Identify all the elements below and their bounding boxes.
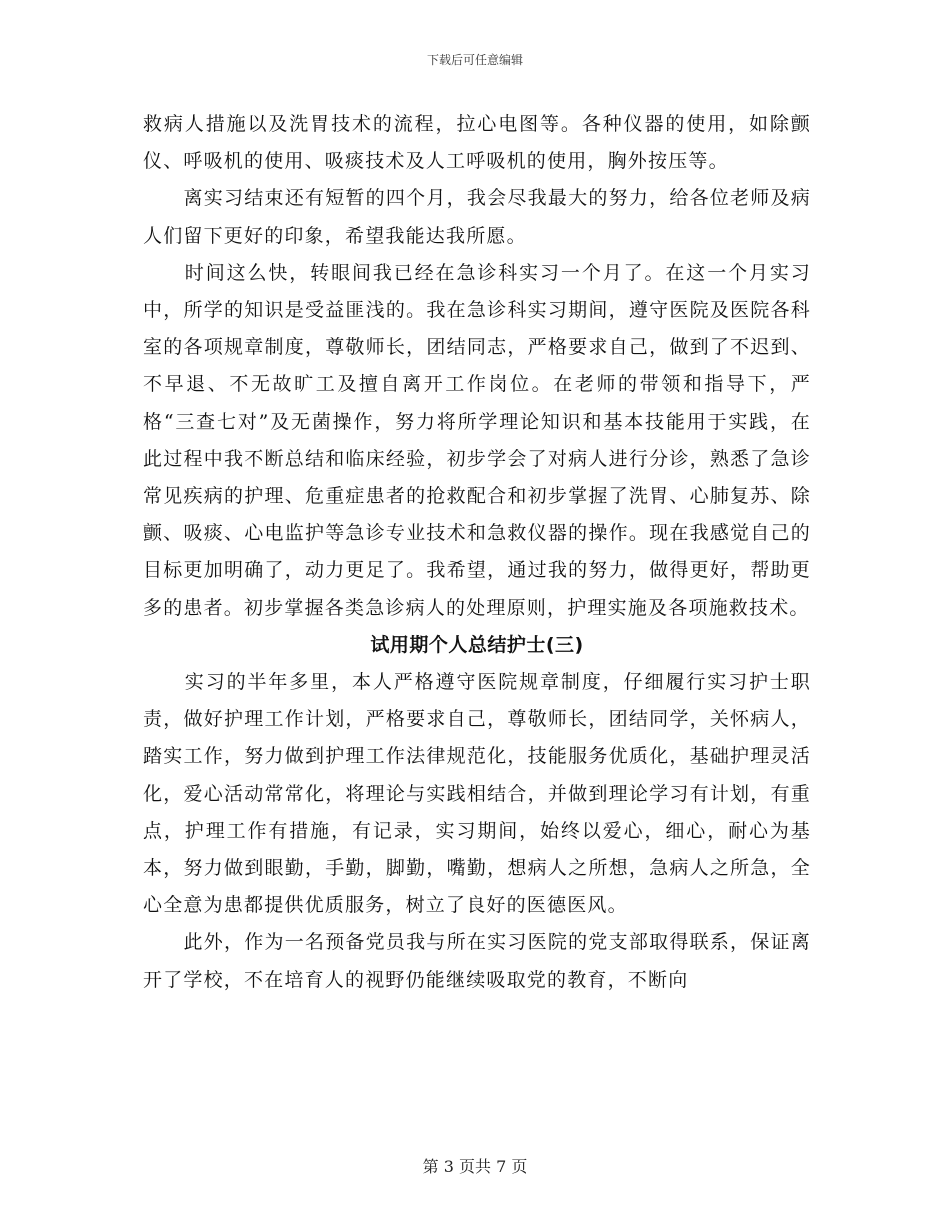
document-body — [143, 106, 811, 999]
paragraph-4: 实习的半年多里，本人严格遵守医院规章制度，仔细履行实习护士职责，做好护理工作计划，严格要求自己，尊敬师长，团结同学，关怀病人，踏实工作，努力做到护理工作法律规范化，技能服务优质化，基础护理灵活化，爱心活动常常化，将理论与实践相结合，并做到理论学习有计划，有重点，护理工作有措施，有记录，实习期间，始终以爱心，细心，耐心为基本，努力做到眼勤，手勤，脚勤，嘴勤，想病人之所想，急病人之所急，全心全意为患都提供优质服务，树立了良好的医德医风。 — [143, 671, 811, 917]
page-footer: 第 3 页共 7 页 — [422, 1157, 528, 1176]
paragraph-5: 此外，作为一名预备党员我与所在实习医院的党支部取得联系，保证离开了学校，不在培育人的视野仍能继续吸取党的教育，不断向 — [143, 931, 811, 991]
paragraph-3: 时间这么快，转眼间我已经在急诊科实习一个月了。在这一个月实习中，所学的知识是受益匪浅的。我在急诊科实习期间，遵守医院及医院各科室的各项规章制度，尊敬师长，团结同志，严格要求自己，做到了不迟到、不早退、不无故旷工及擅自离开工作岗位。在老师的带领和指导下，严格“三查七对”及无菌操作，努力将所学理论知识和基本技能用于实践，在此过程中我不断总结和临床经验，初步学会了对病人进行分诊，熟悉了急诊常见疾病的护理、危重症患者的抢救配合和初步掌握了洗胃、心肺复苏、除颤、吸痰、心电监护等急诊专业技术和急救仪器的操作。现在我感觉自己的目标更加明确了，动力更足了。我希望，通过我的努力，做得更好，帮助更多的患者。初步掌握各类急诊病人的处理原则，护理实施及各项施救技术。 — [143, 261, 811, 619]
paragraph-1: 救病人措施以及洗胃技术的流程，拉心电图等。各种仪器的使用，如除颤仪、呼吸机的使用、吸痰技术及人工呼吸机的使用，胸外按压等。 — [143, 113, 811, 173]
paragraph-2: 离实习结束还有短暂的四个月，我会尽我最大的努力，给各位老师及病人们留下更好的印象，希望我能达我所愿。 — [143, 187, 811, 247]
section-heading: 试用期个人总结护士(三) — [370, 633, 584, 656]
page-header: 下载后可任意编辑 — [426, 53, 523, 67]
